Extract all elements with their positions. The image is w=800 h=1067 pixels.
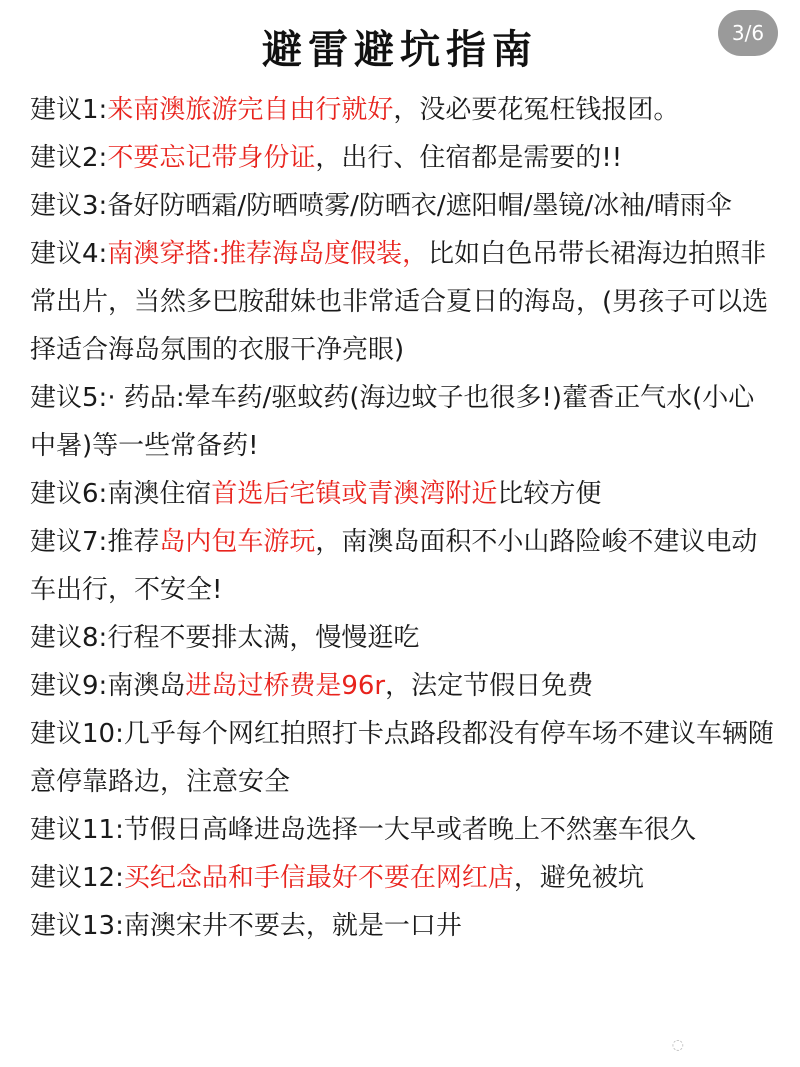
advice-item-9: [30, 662, 775, 710]
advice-prefix: 建议7:: [30, 527, 108, 557]
advice-item-10: [30, 710, 775, 806]
advice-text: ，没必要花冤枉钱报团。: [393, 95, 680, 125]
advice-prefix: 建议5:: [30, 383, 108, 413]
advice-text: ，法定节假日免费: [385, 671, 594, 701]
advice-text: 备好防晒霜/防晒喷雾/防晒衣/遮阳帽/墨镜/冰袖/晴雨伞: [107, 191, 732, 221]
advice-item-6: [30, 470, 775, 518]
advice-item-3: [30, 182, 775, 230]
advice-highlight: 买纪念品和手信最好不要在网红店: [123, 863, 514, 893]
page-indicator-badge: 3/6: [718, 10, 778, 56]
advice-prefix: 建议1:: [30, 95, 108, 125]
advice-item-2: [30, 134, 775, 182]
advice-text: 行程不要排太满，慢慢逛吃: [107, 623, 420, 653]
advice-text: ，南澳岛面积不小山路险峻不建议电动车出行，不安全!: [30, 527, 758, 605]
advice-prefix: 建议12:: [30, 863, 124, 893]
advice-prefix: 建议13:: [30, 911, 124, 941]
advice-prefix: 建议3:: [30, 191, 108, 221]
advice-text-pre: 南澳岛: [107, 671, 186, 701]
advice-item-12: [30, 854, 775, 902]
advice-text-pre: 南澳住宿: [107, 479, 212, 509]
advice-highlight: 首选后宅镇或青澳湾附近: [211, 479, 498, 509]
advice-highlight: 不要忘记带身份证: [107, 143, 316, 173]
advice-item-4: [30, 230, 775, 374]
watermark-icon: ◌: [671, 1037, 684, 1053]
advice-text-pre: 推荐: [107, 527, 160, 557]
advice-highlight: 岛内包车游玩: [159, 527, 316, 557]
advice-highlight: 来南澳旅游完自由行就好: [107, 95, 394, 125]
advice-text: 比如白色吊带长裙海边拍照非常出片，当然多巴胺甜妹也非常适合夏日的海岛，(男孩子可以选择适合海岛氛围的衣服干净亮眼): [30, 239, 769, 365]
advice-prefix: 建议11:: [30, 815, 124, 845]
advice-item-8: [30, 614, 775, 662]
advice-item-7: [30, 518, 775, 614]
advice-text: 比较方便: [497, 479, 602, 509]
page-title: 避雷避坑指南: [262, 27, 538, 73]
advice-prefix: 建议2:: [30, 143, 108, 173]
advice-highlight: 进岛过桥费是96r: [185, 671, 386, 701]
advice-text: 南澳宋井不要去，就是一口井: [123, 911, 462, 941]
advice-prefix: 建议4:: [30, 239, 108, 269]
advice-prefix: 建议9:: [30, 671, 108, 701]
advice-highlight: 南澳穿搭:推荐海岛度假装，: [107, 239, 429, 269]
advice-prefix: 建议8:: [30, 623, 108, 653]
advice-text: · 药品:晕车药/驱蚊药(海边蚊子也很多!)藿香正气水(小心中暑)等一些常备药!: [30, 383, 755, 461]
advice-item-1: [30, 86, 775, 134]
advice-item-13: [30, 902, 775, 950]
advice-item-11: [30, 806, 775, 854]
advice-list: [30, 86, 775, 950]
advice-text: 节假日高峰进岛选择一大早或者晚上不然塞车很久: [123, 815, 696, 845]
advice-prefix: 建议10:: [30, 719, 124, 749]
advice-text: ，避免被坑: [513, 863, 644, 893]
advice-item-5: [30, 374, 775, 470]
advice-prefix: 建议6:: [30, 479, 108, 509]
advice-text: 几乎每个网红拍照打卡点路段都没有停车场不建议车辆随意停靠路边，注意安全: [30, 719, 774, 797]
advice-text: ，出行、住宿都是需要的!!: [315, 143, 623, 173]
